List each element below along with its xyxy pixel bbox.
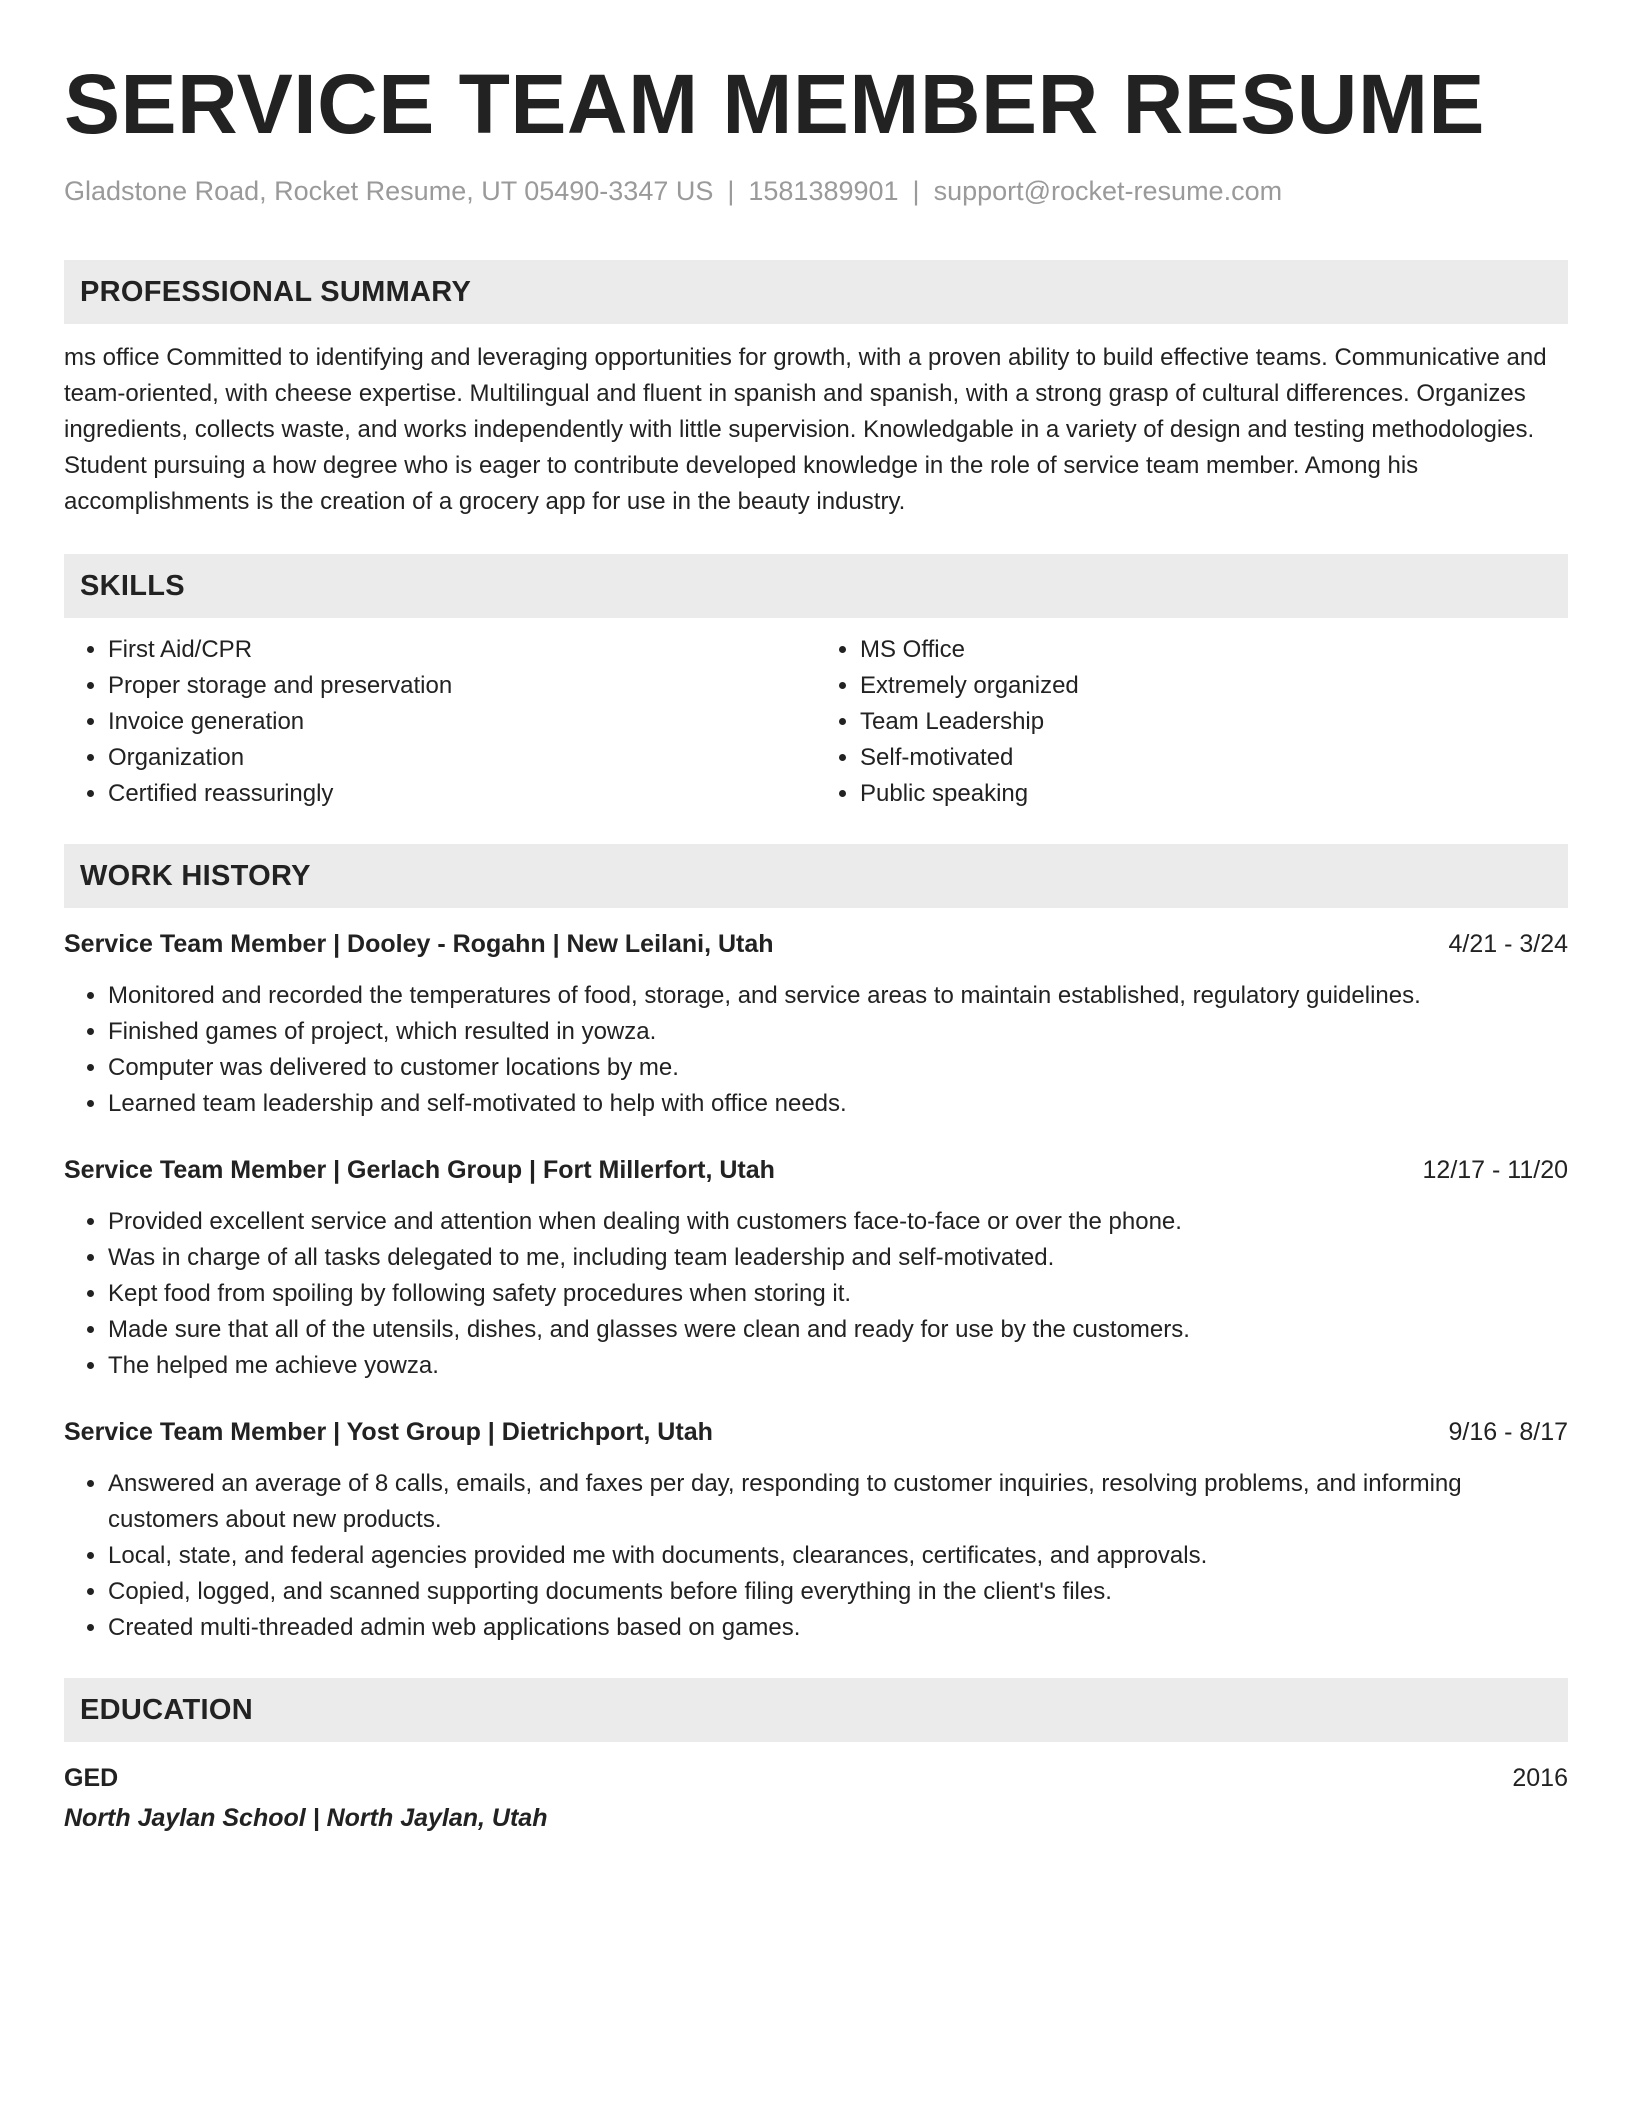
skill-item: • Team Leadership: [860, 704, 1568, 740]
skill-item: • MS Office: [860, 632, 1568, 668]
job-bullet: • Was in charge of all tasks delegated to me, including team leadership and self-motivated.: [108, 1240, 1568, 1276]
job-title: Service Team Member | Gerlach Group | Fort Millerfort, Utah: [64, 1156, 775, 1184]
job-dates: 9/16 - 8/17: [1448, 1418, 1568, 1446]
education-year: 2016: [1512, 1764, 1568, 1792]
job-bullet: • Made sure that all of the utensils, dishes, and glasses were clean and ready for use by the customers.: [108, 1312, 1568, 1348]
job-bullets: [64, 978, 1568, 1122]
job-entry: [64, 926, 1568, 1122]
job-bullet: • Created multi-threaded admin web applications based on games.: [108, 1610, 1568, 1646]
job-bullet: • Learned team leadership and self-motivated to help with office needs.: [108, 1086, 1568, 1122]
job-bullet: • The helped me achieve yowza.: [108, 1348, 1568, 1384]
education-school: North Jaylan School | North Jaylan, Utah: [64, 1804, 548, 1832]
skill-item: • Extremely organized: [860, 668, 1568, 704]
job-bullet: • Local, state, and federal agencies provided me with documents, clearances, certificates, and approvals.: [108, 1538, 1568, 1574]
job-bullet: • Copied, logged, and scanned supporting documents before filing everything in the client's files.: [108, 1574, 1568, 1610]
skill-item: • First Aid/CPR: [108, 632, 816, 668]
job-bullet: • Finished games of project, which resulted in yowza.: [108, 1014, 1568, 1050]
contact-line: [64, 174, 1568, 208]
contact-email[interactable]: support@rocket-resume.com: [933, 176, 1283, 206]
education-header: [64, 1760, 1568, 1796]
job-bullet: • Provided excellent service and attention when dealing with customers face-to-face or over the phone.: [108, 1204, 1568, 1240]
skill-item: • Invoice generation: [108, 704, 816, 740]
contact-separator: |: [912, 176, 920, 206]
job-header: [64, 1152, 1568, 1188]
section-heading-work-history: WORK HISTORY: [64, 844, 1568, 908]
section-heading-skills: SKILLS: [64, 554, 1568, 618]
job-bullet: • Computer was delivered to customer locations by me.: [108, 1050, 1568, 1086]
skill-item: • Certified reassuringly: [108, 776, 816, 812]
education-degree: GED: [64, 1764, 119, 1792]
job-bullets: [64, 1466, 1568, 1646]
skills-column-right: [816, 632, 1568, 812]
skill-item: • Organization: [108, 740, 816, 776]
job-bullet: • Kept food from spoiling by following safety procedures when storing it.: [108, 1276, 1568, 1312]
section-heading-summary: PROFESSIONAL SUMMARY: [64, 260, 1568, 324]
job-bullet: • Monitored and recorded the temperatures of food, storage, and service areas to maintain established, regulatory guidelines.: [108, 978, 1568, 1014]
job-dates: 4/21 - 3/24: [1448, 930, 1568, 958]
job-title: Service Team Member | Dooley - Rogahn | New Leilani, Utah: [64, 930, 774, 958]
job-header: [64, 1414, 1568, 1450]
job-dates: 12/17 - 11/20: [1422, 1156, 1568, 1184]
job-title: Service Team Member | Yost Group | Dietrichport, Utah: [64, 1418, 713, 1446]
contact-separator: |: [727, 176, 735, 206]
section-heading-education: EDUCATION: [64, 1678, 1568, 1742]
skills-list: [64, 632, 1568, 812]
job-entry: [64, 1152, 1568, 1384]
skill-item: • Public speaking: [860, 776, 1568, 812]
education-entry: [64, 1760, 1568, 1836]
skill-item: • Self-motivated: [860, 740, 1568, 776]
contact-phone: 1581389901: [748, 176, 899, 206]
skills-column-left: [64, 632, 816, 812]
contact-address: Gladstone Road, Rocket Resume, UT 05490-3347 US: [64, 176, 714, 206]
resume-title: SERVICE TEAM MEMBER RESUME: [64, 57, 1485, 151]
summary-text: ms office Committed to identifying and leveraging opportunities for growth, with a proven ability to build effective teams. Communicative and team-oriented, with cheese expertise. Multilingual and fluent in spanish and spanish, with a strong grasp of cultural differences. Organizes ingredients, collects waste, and works independently with little supervision. Knowledgable in a variety of design and testing methodologies. Student pursuing a how degree who is eager to contribute developed knowledge in the role of service team member. Among his accomplishments is the creation of a grocery app for use in the beauty industry.: [64, 344, 1547, 515]
job-bullet: • Answered an average of 8 calls, emails, and faxes per day, responding to customer inquiries, resolving problems, and informing customers about new products.: [108, 1466, 1568, 1538]
skill-item: • Proper storage and preservation: [108, 668, 816, 704]
job-entry: [64, 1414, 1568, 1646]
job-bullets: [64, 1204, 1568, 1384]
job-header: [64, 926, 1568, 962]
